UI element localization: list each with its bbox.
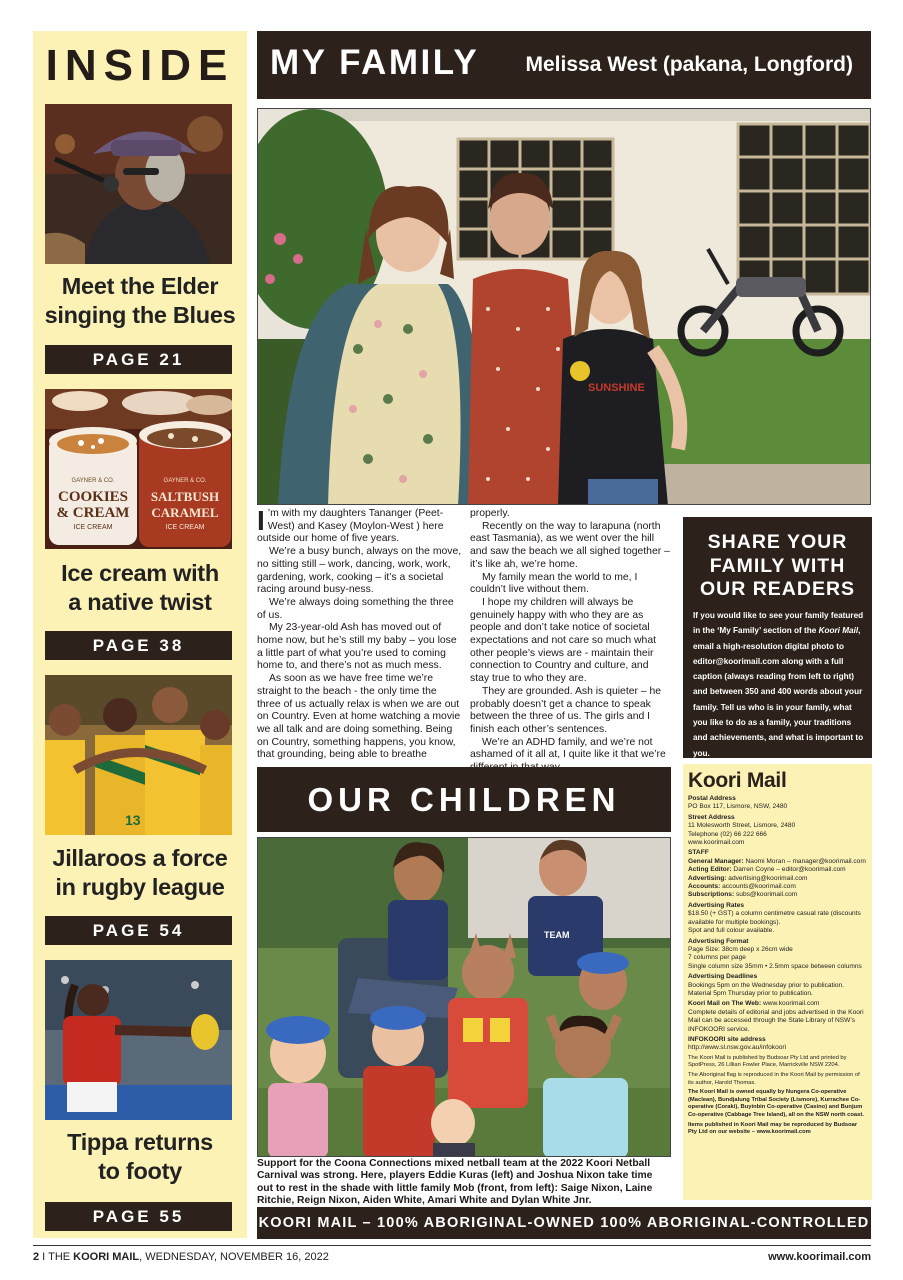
value: 7 columns per page <box>688 954 746 962</box>
article-para: We’re always doing something the three of us. <box>257 596 454 621</box>
svg-text:13: 13 <box>125 812 141 828</box>
share-title-line: SHARE YOUR <box>707 531 848 553</box>
ownership-note: The Koori Mail is owned equally by Nungera Co-operative (Maclean), Bundjalung Tribal Society (Lismore), Kurrachee Co-operative (Coraki), Buyinbin Co-operative (Casino) and Bunjum Co-operative (Cabbage Tree Island), all on the NSW north coast. <box>688 1089 864 1118</box>
teaser-headline-line: Ice cream with <box>61 560 219 586</box>
website[interactable]: www.koorimail.com <box>688 839 745 847</box>
teaser-headline-jillaroos[interactable] <box>33 844 247 902</box>
share-body-text: If you would like to see your family featured in the ‘My Family’ section of the <box>693 611 864 636</box>
article-para: My family mean the world to me, I couldn’t live without them. <box>470 571 638 596</box>
value: $18.50 (+ GST) a column centimetre casual rate (discounts available for multiple bookings). <box>688 910 861 926</box>
jar1-line1: COOKIES <box>57 489 129 505</box>
value: Bookings 5pm on the Wednesday prior to publication. <box>688 981 845 989</box>
masthead-box <box>683 764 872 1200</box>
article-para: Recently on the way to larapuna (north east Tasmania), as we went over the hill and saw the beach we all sighed together – it’s like ah, we’re home. <box>470 520 670 570</box>
value: Single column size 35mm • 2.5mm space between columns <box>688 962 862 970</box>
value: 11 Molesworth Street, Lismore, 2480 <box>688 822 796 830</box>
family-article-col1 <box>257 505 462 762</box>
value: Material 5pm Thursday prior to publication. <box>688 989 813 997</box>
telephone: Telephone (02) 66 222 666 <box>688 830 767 838</box>
teaser-page-38[interactable]: PAGE 38 <box>45 631 232 660</box>
label: Postal Address <box>688 795 736 802</box>
label: Acting Editor: <box>688 866 732 874</box>
advertising-deadlines <box>688 973 867 998</box>
footer-divider <box>33 1245 871 1246</box>
label: Advertising Format <box>688 937 749 945</box>
our-children-header: OUR CHILDREN <box>257 767 671 832</box>
value[interactable]: http://www.sl.nsw.gov.au/infokoori <box>688 1044 787 1052</box>
label: Subscriptions: <box>688 891 735 899</box>
family-article-col2 <box>470 508 670 775</box>
share-body-paper-name: Koori Mail <box>818 626 859 636</box>
jar1-line3: ICE CREAM <box>73 524 113 531</box>
teaser-headline-line: singing the Blues <box>44 302 236 328</box>
staff-editor <box>688 866 867 874</box>
postal-address <box>688 795 867 812</box>
street-address <box>688 814 867 848</box>
jar2-line1: SALTBUSH <box>150 489 220 504</box>
staff-subscriptions <box>688 891 867 899</box>
teaser-page-55[interactable]: PAGE 55 <box>45 1202 232 1231</box>
article-para: They are grounded. Ash is quieter – he probably doesn’t get a chance to speak between the three of us. The girls and I finish each other’s sentences. <box>470 685 662 735</box>
article-text: ’m with my daughters Tananger (Peet-West) and Kasey (Moylon-West ) here outside our home of five years. <box>257 508 444 545</box>
teaser-headline-line: Jillaroos a force <box>52 845 228 871</box>
teaser-headline-line: in rugby league <box>55 874 225 900</box>
page-number: 2 <box>33 1251 40 1263</box>
teaser-page-54[interactable]: PAGE 54 <box>45 916 232 945</box>
jar2-brand: GAYNER & CO. <box>163 478 207 484</box>
dropcap: I <box>257 505 265 536</box>
article-para <box>257 505 462 546</box>
share-title <box>683 531 872 602</box>
on-the-web <box>688 1000 867 1034</box>
staff-advertising <box>688 875 867 883</box>
article-para: My 23-year-old Ash has moved out of home now, but he’s still my baby – you lose a little part of what you’re used to coming home to, and there’s not as much mess. <box>257 622 457 672</box>
jar1-line2: & CREAM <box>56 505 130 521</box>
folio <box>33 1251 329 1263</box>
folio-sep: I THE <box>39 1251 74 1263</box>
advertising-format <box>688 938 867 972</box>
article-para: As soon as we have free time we’re straight to the beach - the only time the three of us actually relax is when we are out on Country. Even at home watching a movie we all talk and are doing something. Being on Country, something happens, you know, that grounding, being able to breathe <box>257 673 461 761</box>
value[interactable]: Darren Coyne – editor@koorimail.com <box>731 866 846 874</box>
staff-accounts <box>688 883 867 891</box>
infokoori <box>688 1036 867 1053</box>
teaser-headline-tippa[interactable] <box>33 1128 247 1186</box>
jar1-brand: GAYNER & CO. <box>71 478 115 484</box>
label: Advertising Rates <box>688 901 745 909</box>
label: Accounts: <box>688 883 721 891</box>
tippa-footy-photo[interactable] <box>45 960 232 1120</box>
our-children-caption: Support for the Coona Connections mixed netball team at the 2022 Koori Netball Carnival was strong. Here, players Eddie Kuras (left) and Joshua Nixon take time out to rest in the shade with little family Mob (front, from left): Saige Nixon, Laine Ritchie, Reign Nixon, Aiden White, Amari White and Dylan White Jnr. <box>257 1158 653 1206</box>
inside-title: INSIDE <box>45 41 235 90</box>
our-children-photo[interactable] <box>257 837 671 1157</box>
share-body <box>693 608 865 761</box>
my-family-header <box>257 31 871 99</box>
value: Page Size: 38cm deep x 26cm wide <box>688 945 793 953</box>
teaser-headline-line: a native twist <box>68 589 212 615</box>
share-body-text: , email a high-resolution digital photo to editor@koorimail.com along with a full caption (always reading from left to right) and between 350 and 400 words about your family. Tell us who is in your family, what you like to do as a family, your traditions and achievements, and what is important to you. <box>693 626 864 758</box>
my-family-title: MY FAMILY <box>270 43 480 82</box>
publisher-note: The Koori Mail is published by Budsoar Pty Ltd and printed by SpotPress, 26 Lillian Fowler Place, Marrickville NSW 2204. <box>688 1054 847 1069</box>
share-your-family-box <box>683 517 872 758</box>
my-family-byline: Melissa West (pakana, Longford) <box>525 53 853 76</box>
teaser-headline-ice-cream[interactable] <box>33 559 247 617</box>
article-para: I hope my children will always be genuinely happy with who they are as people and don’t take notice of societal expectations and not care so much what other people’s views are - maintain their connection to Country and culture, and stay true to who they are. <box>470 596 656 685</box>
inside-panel <box>33 31 247 1238</box>
staff-list <box>688 849 867 899</box>
label: Advertising: <box>688 874 727 882</box>
koori-mail-logo: Koori Mail <box>688 769 787 792</box>
footer-website[interactable]: www.koorimail.com <box>768 1251 871 1263</box>
flag-note: The Aboriginal flag is reproduced in the Koori Mail by permission of its author, Harold Thomas. <box>688 1071 860 1086</box>
family-photo-shirt-text: SUNSHINE <box>588 382 645 394</box>
elder-singer-photo[interactable] <box>45 104 232 264</box>
teaser-headline-line: Meet the Elder <box>61 273 219 299</box>
article-para: We’re an ADHD family, and we’re not ashamed of it all at, I quite like it that we’re <box>470 736 666 761</box>
advertising-rates <box>688 902 867 936</box>
value: Spot and full colour available. <box>688 927 775 935</box>
jar2-line3: ICE CREAM <box>165 524 205 531</box>
label: General Manager: <box>688 857 744 865</box>
issue-date: , WEDNESDAY, NOVEMBER 16, 2022 <box>139 1251 329 1263</box>
label: INFOKOORI site address <box>688 1035 766 1043</box>
value[interactable]: www.koorimail.com <box>761 1000 820 1008</box>
share-title-line: OUR READERS <box>699 578 856 600</box>
value: Complete details of editorial and jobs advertised in the Koori Mail can be accessed through the State Library of NSW’s INFOKOORI service. <box>688 1008 864 1033</box>
kids-photo-shirt-text: TEAM <box>544 930 570 940</box>
paper-name: KOORI MAIL <box>73 1251 140 1263</box>
ice-cream-photo[interactable] <box>45 389 232 549</box>
label: Street Address <box>688 813 735 821</box>
teaser-headline-line: to footy <box>98 1158 182 1184</box>
value[interactable]: Naomi Moran – manager@koorimail.com <box>743 857 866 865</box>
jar2-line2: CARAMEL <box>151 505 219 520</box>
teaser-page-21[interactable]: PAGE 21 <box>45 345 232 374</box>
family-photo[interactable] <box>257 108 871 505</box>
label: STAFF <box>688 849 709 857</box>
label: Advertising Deadlines <box>688 973 758 981</box>
value[interactable]: subs@koorimail.com <box>734 891 798 899</box>
staff-general-manager <box>688 858 867 866</box>
reproduction-note: Items published in Koori Mail may be reproduced by Budsoar Pty Ltd on our website – www.koorimail.com <box>688 1121 858 1136</box>
article-para: properly. <box>470 508 510 519</box>
label: Koori Mail on The Web: <box>688 1000 762 1008</box>
share-title-line: FAMILY WITH <box>709 554 846 577</box>
article-para: We’re a busy bunch, always on the move, no sitting still – work, dancing, work, work, gardening, work, cooking – it’s a societal racing around busy-ness. <box>257 546 462 596</box>
teaser-headline-elder[interactable] <box>33 272 247 330</box>
value[interactable]: accounts@koorimail.com <box>720 883 796 891</box>
teaser-headline-line: Tippa returns <box>67 1129 213 1155</box>
value[interactable]: advertising@koorimail.com <box>726 874 808 882</box>
footer-slogan-bar: KOORI MAIL – 100% ABORIGINAL-OWNED 100% ABORIGINAL-CONTROLLED <box>257 1207 871 1239</box>
jillaroos-photo[interactable] <box>45 675 232 835</box>
value: PO Box 117, Lismore, NSW, 2480 <box>688 803 788 811</box>
